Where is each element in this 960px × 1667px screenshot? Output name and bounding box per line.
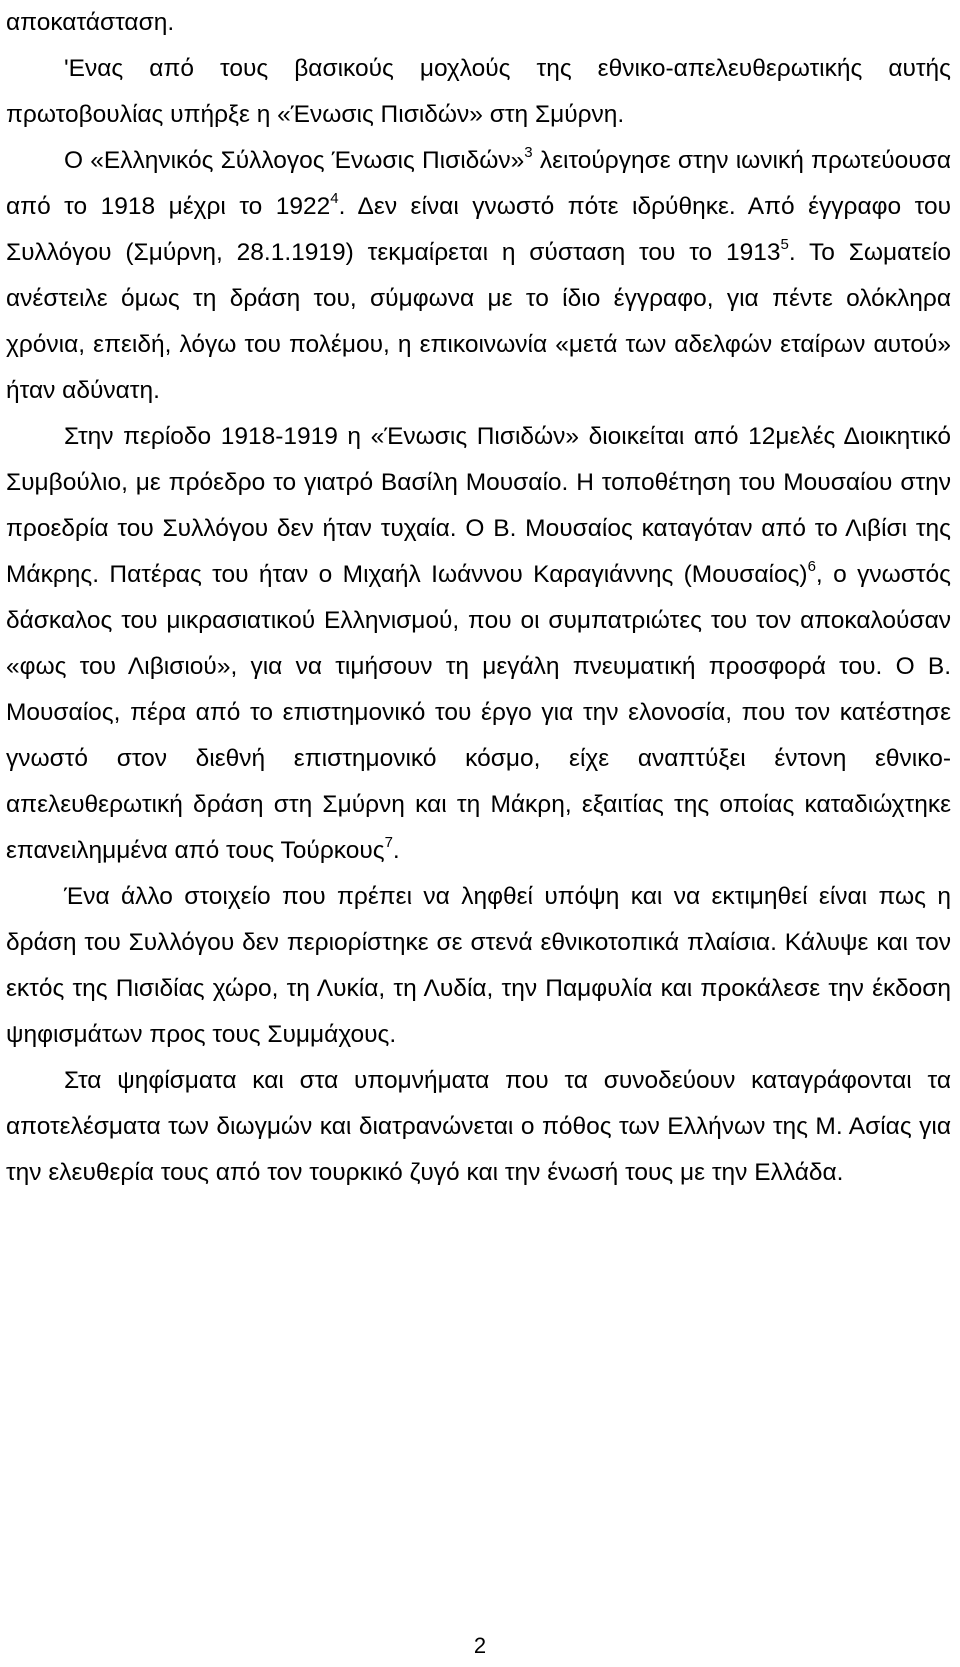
paragraph-text: αποκατάσταση. xyxy=(6,9,175,36)
paragraph-5 xyxy=(6,1058,951,1196)
paragraph-text: λειτούργησε στην ιωνική πρωτεύουσα από το 1918 μέχρι το 1922 xyxy=(6,147,951,220)
document-body xyxy=(6,0,951,1196)
paragraph-text: Ένα άλλο στοιχείο που πρέπει να ληφθεί υπόψη και να εκτιμηθεί είναι πως η δράση του Συλλόγου δεν περιορίστηκε σε στενά εθνικοτοπικά πλαίσια. Κάλυψε και τον εκτός της Πισιδίας χώρο, τη Λυκία, τη Λυδία, την Παμφυλία και προκάλεσε την έκδοση ψηφισμάτων προς τους Συμμάχους. xyxy=(6,883,951,1048)
paragraph-text: . Δεν είναι γνωστό πότε ιδρύθηκε. Από έγγραφο του Συλλόγου (Σμύρνη, 28.1.1919) τεκμαίρεται η σύσταση του το 1913 xyxy=(6,193,951,266)
paragraph-text: Στα ψηφίσματα και στα υπομνήματα που τα συνοδεύουν καταγράφονται τα αποτελέσματα των διωγμών και διατρανώνεται ο πόθος των Ελλήνων της Μ. Ασίας για την ελευθερία τους από τον τουρκικό ζυγό και την ένωσή τους με την Ελλάδα. xyxy=(6,1067,951,1186)
footnote-reference-7: 7 xyxy=(384,833,393,851)
paragraph-0 xyxy=(6,0,951,46)
paragraph-text: . Το Σωματείο ανέστειλε όμως τη δράση του, σύμφωνα με το ίδιο έγγραφο, για πέντε ολόκληρα χρόνια, επειδή, λόγω του πολέμου, η επικοινωνία «μετά των αδελφών εταίρων αυτού» ήταν αδύνατη. xyxy=(6,239,951,404)
paragraph-text: 'Ενας από τους βασικούς μοχλούς της εθνικο-απελευθερωτικής αυτής πρωτοβουλίας υπήρξε η «Ένωσις Πισιδών» στη Σμύρνη. xyxy=(6,55,951,128)
page-number: 2 xyxy=(473,1633,487,1658)
paragraph-text: Ο «Ελληνικός Σύλλογος Ένωσις Πισιδών» xyxy=(64,147,525,174)
paragraph-4 xyxy=(6,874,951,1058)
paragraph-3 xyxy=(6,414,951,874)
footnote-reference-6: 6 xyxy=(807,557,816,575)
footnote-reference-5: 5 xyxy=(780,235,789,253)
footnote-reference-4: 4 xyxy=(330,189,339,207)
paragraph-1 xyxy=(6,46,951,138)
paragraph-text: . xyxy=(392,837,400,864)
paragraph-text: Στην περίοδο 1918-1919 η «Ένωσις Πισιδών» διοικείται από 12μελές Διοικητικό Συμβούλιο, με πρόεδρο το γιατρό Βασίλη Μουσαίο. Η τοποθέτηση του Μουσαίου στην προεδρία του Συλλόγου δεν ήταν τυχαία. Ο Β. Μουσαίος καταγόταν από το Λιβίσι της Μάκρης. Πατέρας του ήταν ο Μιχαήλ Ιωάννου Καραγιάννης (Μουσαίος) xyxy=(6,423,951,588)
paragraph-2 xyxy=(6,138,951,414)
paragraph-text: , ο γνωστός δάσκαλος του μικρασιατικού Ελληνισμού, που οι συμπατριώτες του τον αποκαλούσαν «φως του Λιβισιού», για να τιμήσουν τη μεγάλη πνευματική προσφορά του. Ο Β. Μουσαίος, πέρα από το επιστημονικό του έργο για την ελονοσία, που τον κατέστησε γνωστό στον διεθνή επιστημονικό κόσμο, είχε αναπτύξει έντονη εθνικο-απελευθερωτική δράση στη Σμύρνη και τη Μάκρη, εξαιτίας της οποίας καταδιώχτηκε επανειλημμένα από τους Τούρκους xyxy=(6,561,951,864)
footnote-reference-3: 3 xyxy=(524,143,533,161)
